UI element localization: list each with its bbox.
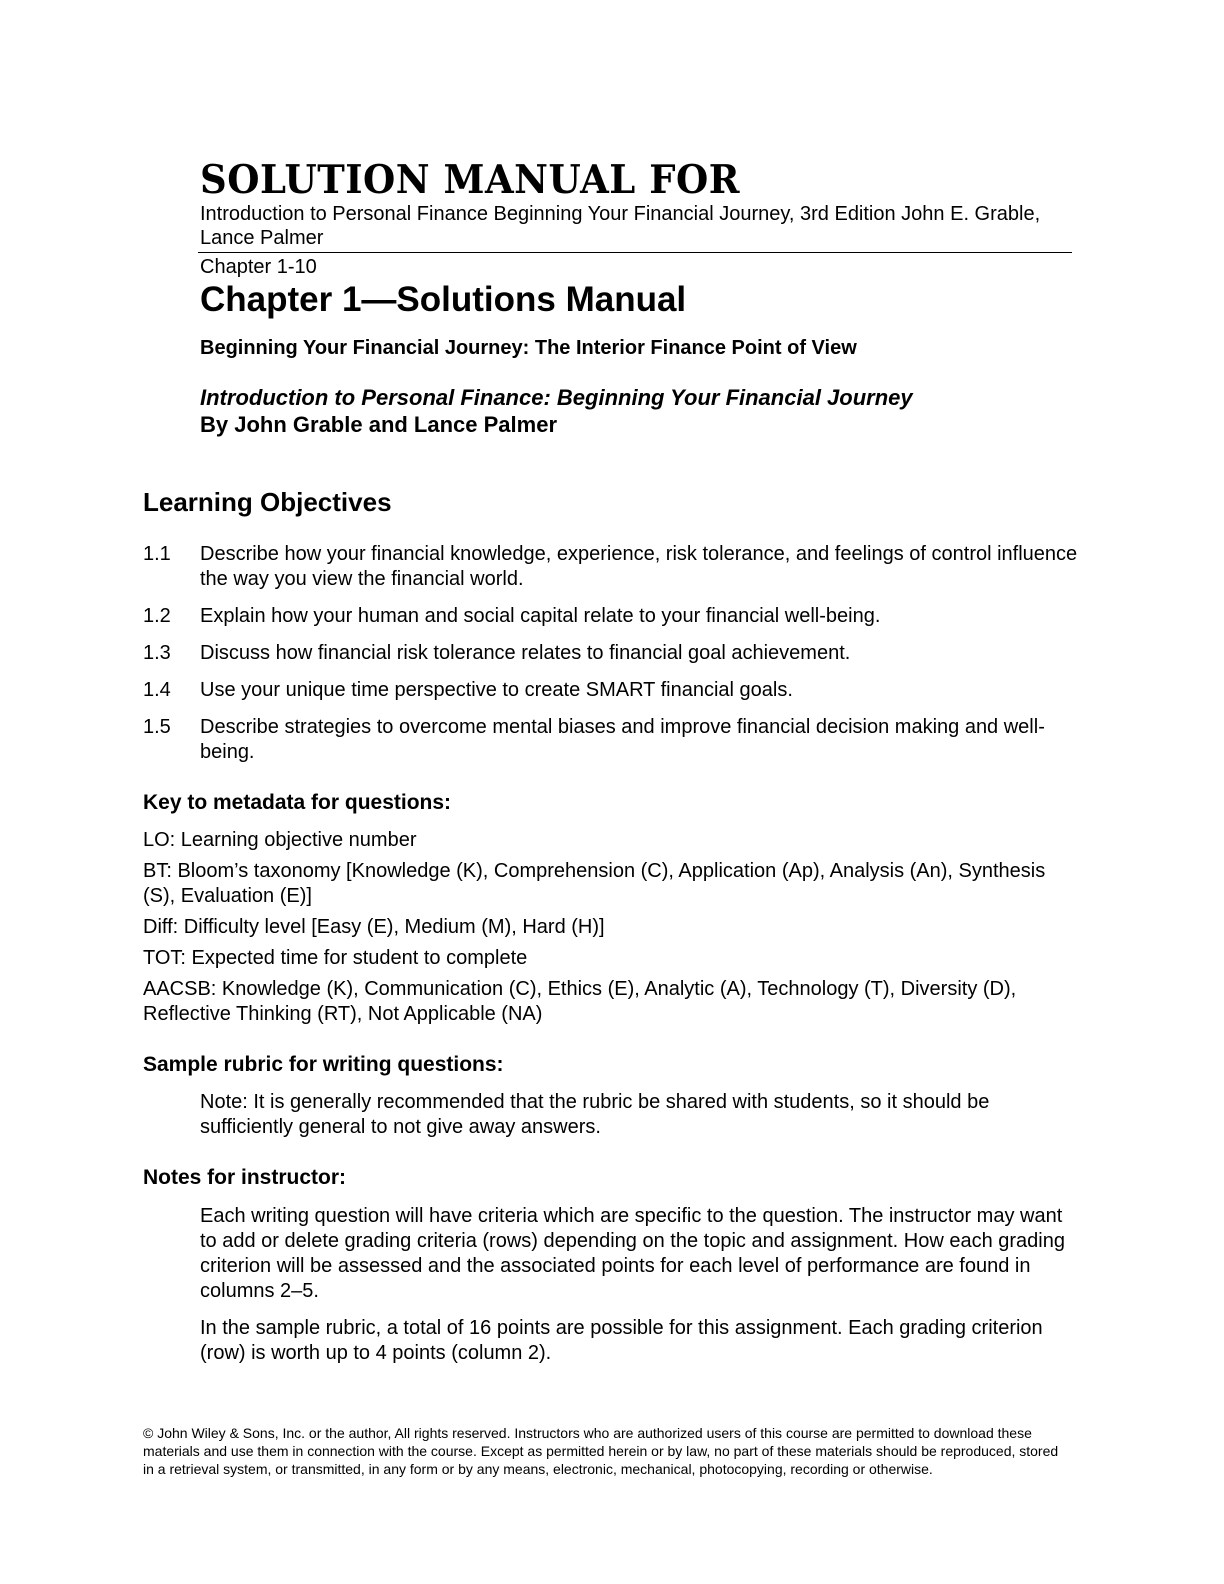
objective-text: Describe how your financial knowledge, experience, risk tolerance, and feelings of control influence the way you view the financial world. [200, 543, 1078, 590]
book-edition-subtitle: Introduction to Personal Finance Beginning Your Financial Journey, 3rd Edition John E. Grable, Lance Palmer [200, 203, 1041, 249]
instructor-notes-body [200, 1204, 1075, 1378]
metadata-key-list [143, 828, 1073, 1033]
list-item [143, 542, 1083, 592]
learning-objectives-list [143, 542, 1083, 777]
objective-text: Explain how your human and social capital relate to your financial well-being. [200, 605, 881, 627]
list-item [143, 604, 1083, 629]
objective-text: Use your unique time perspective to create SMART financial goals. [200, 679, 793, 701]
chapter-title: Chapter 1—Solutions Manual [200, 280, 687, 319]
objective-number: 1.1 [143, 543, 171, 565]
list-item [143, 715, 1083, 765]
objective-number: 1.5 [143, 716, 171, 738]
objective-number: 1.2 [143, 605, 171, 627]
chapter-range: Chapter 1-10 [200, 256, 317, 278]
book-authors: By John Grable and Lance Palmer [200, 412, 558, 437]
objective-number: 1.3 [143, 642, 171, 664]
instructor-note-paragraph: Each writing question will have criteria which are specific to the question. The instructor may want to add or delete grading criteria (rows) depending on the topic and assignment. How each grading criterion will be assessed and the associated points for each level of performance are found in columns 2–5. [200, 1205, 1065, 1302]
metadata-line: LO: Learning objective number [143, 829, 417, 851]
objective-number: 1.4 [143, 679, 171, 701]
objective-text: Discuss how financial risk tolerance relates to financial goal achievement. [200, 642, 851, 664]
learning-objectives-heading: Learning Objectives [143, 487, 392, 517]
header-divider [198, 252, 1072, 253]
metadata-key-heading: Key to metadata for questions: [143, 791, 452, 814]
instructor-note-paragraph: In the sample rubric, a total of 16 points are possible for this assignment. Each grading criterion (row) is worth up to 4 points (column 2). [200, 1317, 1043, 1364]
rubric-note-text: Note: It is generally recommended that the rubric be shared with students, so it should be sufficiently general to not give away answers. [200, 1091, 990, 1138]
metadata-line: AACSB: Knowledge (K), Communication (C), Ethics (E), Analytic (A), Technology (T), Diversity (D), Reflective Thinking (RT), Not Applicable (NA) [143, 978, 1017, 1025]
rubric-heading: Sample rubric for writing questions: [143, 1053, 504, 1076]
list-item [143, 641, 1083, 666]
book-title: Introduction to Personal Finance: Beginning Your Financial Journey [200, 385, 913, 410]
chapter-subtitle: Beginning Your Financial Journey: The Interior Finance Point of View [200, 337, 857, 359]
rubric-note [200, 1090, 1075, 1152]
instructor-notes-heading: Notes for instructor: [143, 1166, 347, 1189]
copyright-footer: © John Wiley & Sons, Inc. or the author, All rights reserved. Instructors who are authorized users of this course are permitted to download these materials and use them in connection with the course. Except as permitted herein or by law, no part of these materials should be reproduced, stored in a retrieval system, or transmitted, in any form or by any means, electronic, mechanical, photocopying, recording or otherwise. [143, 1425, 1059, 1477]
metadata-line: TOT: Expected time for student to complete [143, 947, 528, 969]
objective-text: Describe strategies to overcome mental biases and improve financial decision making and well-being. [200, 716, 1045, 763]
solution-manual-banner: SOLUTION MANUAL FOR [200, 156, 740, 203]
list-item [143, 678, 1083, 703]
metadata-line: BT: Bloom’s taxonomy [Knowledge (K), Comprehension (C), Application (Ap), Analysis (An), Synthesis (S), Evaluation (E)] [143, 860, 1046, 907]
metadata-line: Diff: Difficulty level [Easy (E), Medium (M), Hard (H)] [143, 916, 605, 938]
